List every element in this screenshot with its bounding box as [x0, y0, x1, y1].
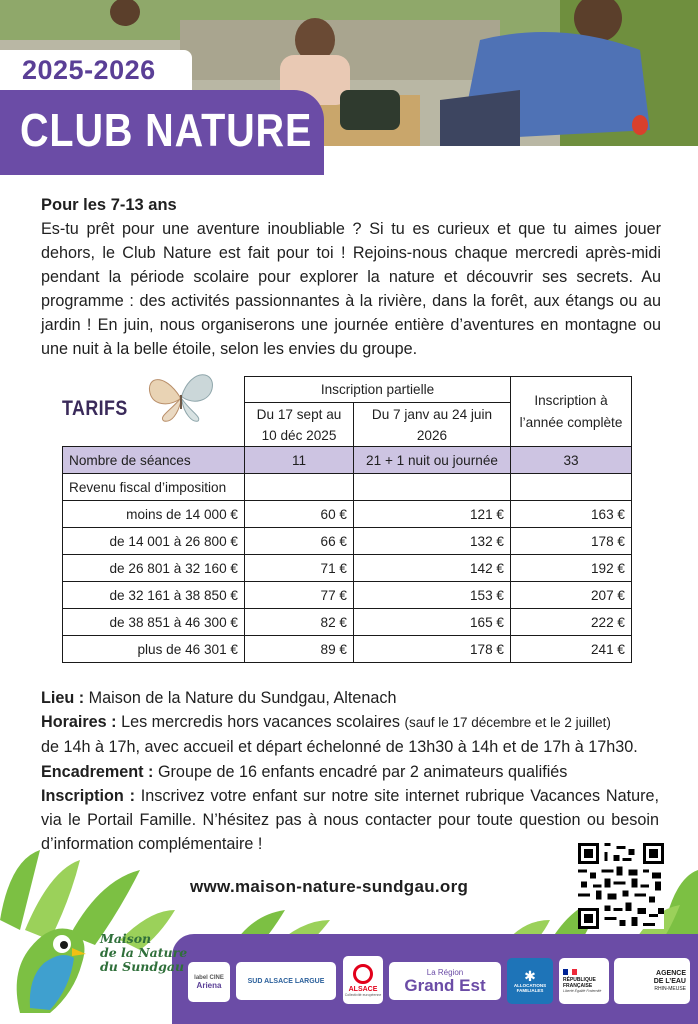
table-cell [245, 474, 354, 501]
page-title: CLUB NATURE [20, 104, 313, 156]
logo-line: du Sundgau [100, 959, 185, 974]
price-cell: 192 € [511, 555, 632, 582]
price-cell: 121 € [354, 501, 511, 528]
price-cell: 60 € [245, 501, 354, 528]
price-cell: 132 € [354, 528, 511, 555]
ariena-logo [188, 962, 230, 1002]
caf-snowflake-icon: ✱ [524, 968, 536, 984]
table-row-revenu [63, 474, 632, 501]
price-cell: 77 € [245, 582, 354, 609]
table-cell [511, 474, 632, 501]
year-label: 2025-2026 [22, 55, 156, 85]
seances-value: 21 + 1 nuit ou journée [354, 447, 511, 474]
caf-text: ALLOCATIONS FAMILIALES [513, 983, 547, 993]
tarifs-heading: TARIFS [62, 397, 128, 420]
income-bracket: moins de 14 000 € [63, 501, 245, 528]
income-bracket: de 26 801 à 32 160 € [63, 555, 245, 582]
income-bracket: de 32 161 à 38 850 € [63, 582, 245, 609]
price-cell: 178 € [511, 528, 632, 555]
maison-nature-logo-text [100, 932, 187, 974]
table-corner [63, 377, 245, 447]
intro-section [41, 193, 661, 361]
alsace-text: ALSACE [348, 985, 378, 993]
bird-mascot-logo [10, 918, 92, 1014]
table-row [63, 555, 632, 582]
alsace-mark-icon [353, 964, 373, 984]
qr-code-icon[interactable] [578, 843, 664, 929]
seances-label: Nombre de séances [63, 447, 245, 474]
price-cell: 66 € [245, 528, 354, 555]
price-cell: 165 € [354, 609, 511, 636]
age-heading: Pour les 7-13 ans [41, 196, 177, 214]
table-row [63, 501, 632, 528]
header-complete: Inscription à l’année complète [511, 377, 632, 447]
price-cell: 71 € [245, 555, 354, 582]
lieu-line [41, 686, 659, 710]
lieu-value: Maison de la Nature du Sundgau, Altenach [88, 689, 397, 707]
website-link[interactable]: www.maison-nature-sundgau.org [190, 877, 469, 896]
agence-main-text: DE L’EAU [653, 978, 686, 985]
price-cell: 163 € [511, 501, 632, 528]
encadrement-value: Groupe de 16 enfants encadré par 2 animateurs qualifiés [157, 762, 568, 781]
income-bracket: de 14 001 à 26 800 € [63, 528, 245, 555]
region-top-text: La Région [426, 968, 464, 977]
caf-logo [507, 958, 553, 1004]
header-period-2: Du 7 janv au 24 juin 2026 [354, 403, 511, 447]
sud-alsace-largue-logo [236, 962, 336, 1000]
header-partielle: Inscription partielle [245, 377, 511, 403]
income-bracket: de 38 851 à 46 300 € [63, 609, 245, 636]
table-cell [354, 474, 511, 501]
price-cell: 153 € [354, 582, 511, 609]
encadrement-label: Encadrement : [41, 762, 154, 781]
agence-sub-text: RHIN-MEUSE [654, 986, 686, 992]
table-header-row [63, 377, 632, 403]
table-row [63, 609, 632, 636]
alsace-sub-text: Collectivité européenne [344, 992, 382, 997]
price-cell: 207 € [511, 582, 632, 609]
agence-top-text: AGENCE [656, 970, 686, 977]
ariena-top-text: label CINE [194, 974, 224, 981]
region-main-text: Grand Est [404, 976, 486, 995]
logo-line: de la Nature [100, 945, 188, 960]
republique-francaise-logo [559, 958, 609, 1004]
republique-text: RÉPUBLIQUE FRANÇAISE [563, 977, 596, 989]
table-row-seances [63, 447, 632, 474]
alsace-logo [343, 956, 383, 1004]
horaires-value: Les mercredis hors vacances scolaires [121, 713, 400, 732]
republique-sub-text: Liberté Égalité Fraternité [563, 989, 602, 993]
table-row [63, 636, 632, 663]
region-grand-est-logo [389, 962, 501, 1000]
intro-paragraph: Es-tu prêt pour une aventure inoubliable ? Si tu es curieux et que tu aimes jouer dehors, le Club Nature est fait pour toi ! Rejoins-nous chaque mercredi après-midi pendant la période scolaire pour explorer la nature et découvrir ses secrets. Au programme : des activités passionnantes à la rivière, dans la forêt, aux étangs ou au jardin ! En juin, nous organiserons une journée entière d’aventures en montagne ou une nuit à la belle étoile, selon les envies du groupe. [41, 220, 661, 358]
ariena-text: Ariena [196, 980, 222, 990]
price-cell: 178 € [354, 636, 511, 663]
horaires-line [41, 710, 659, 735]
horaires-label: Horaires : [41, 713, 117, 732]
sud-alsace-text: SUD ALSACE LARGUE [247, 977, 325, 985]
revenu-label: Revenu fiscal d’imposition [63, 474, 245, 501]
price-cell: 142 € [354, 555, 511, 582]
logo-line: Maison [100, 931, 152, 946]
horaires-note: (sauf le 17 décembre et le 2 juillet) [404, 715, 611, 731]
lieu-label: Lieu : [41, 689, 85, 707]
seances-value: 33 [511, 447, 632, 474]
table-row [63, 582, 632, 609]
price-cell: 241 € [511, 636, 632, 663]
tarifs-table [62, 376, 632, 663]
encadrement-line [41, 760, 659, 784]
price-cell: 89 € [245, 636, 354, 663]
horaires-detail: de 14h à 17h, avec accueil et départ échelonné de 13h30 à 14h et de 17h à 17h30. [41, 738, 638, 757]
income-bracket: plus de 46 301 € [63, 636, 245, 663]
french-flag-icon [563, 969, 577, 975]
inscription-value: Inscrivez votre enfant sur notre site internet rubrique Vacances Nature, via le Portail Famille. N’hésitez pas à nous contacter pour toute question ou besoin d’information complémentaire ! [41, 786, 659, 854]
inscription-line [41, 784, 659, 857]
table-row [63, 528, 632, 555]
seances-value: 11 [245, 447, 354, 474]
price-cell: 82 € [245, 609, 354, 636]
info-section [41, 686, 659, 856]
header-period-1: Du 17 sept au 10 déc 2025 [245, 403, 354, 447]
agence-eau-logo [614, 958, 690, 1004]
price-cell: 222 € [511, 609, 632, 636]
inscription-label: Inscription : [41, 786, 135, 805]
